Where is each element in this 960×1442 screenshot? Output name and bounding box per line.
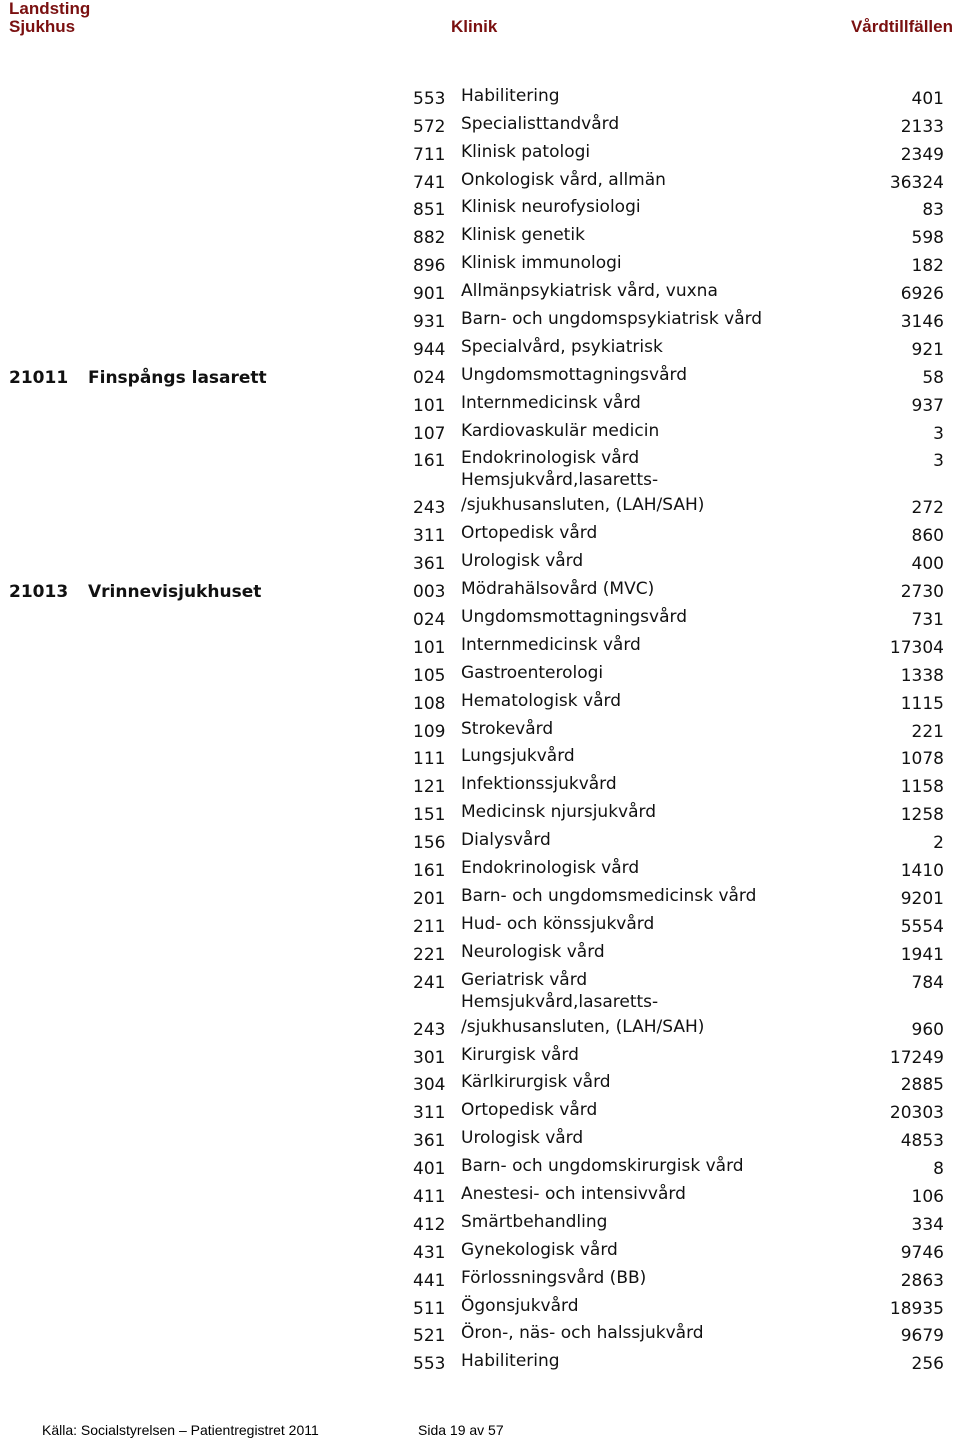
clinic-code: 107: [413, 423, 446, 444]
clinic-name: Endokrinologisk vård: [461, 448, 640, 469]
footer-page-number: Sida 19 av 57: [418, 1422, 504, 1438]
header-landsting: Landsting: [9, 0, 91, 18]
table-row: [0, 1182, 960, 1210]
clinic-name: Dialysvård: [461, 830, 551, 851]
table-row: [0, 521, 960, 549]
clinic-code: 441: [413, 1270, 446, 1291]
vardtillfallen-count: 400: [911, 554, 944, 575]
vardtillfallen-count: 921: [911, 339, 944, 360]
table-row: [0, 940, 960, 968]
clinic-name: Förlossningsvård (BB): [461, 1267, 647, 1288]
vardtillfallen-count: 4853: [900, 1131, 944, 1152]
clinic-code: 944: [413, 339, 446, 360]
clinic-name: Barn- och ungdomsmedicinsk vård: [461, 885, 757, 906]
table-row: [0, 307, 960, 335]
clinic-code: 211: [413, 916, 446, 937]
table-row: [0, 912, 960, 940]
clinic-code: 156: [413, 833, 446, 854]
table-row: [0, 1210, 960, 1238]
clinic-name: Smärtbehandling: [461, 1211, 608, 1232]
table-row: [0, 1071, 960, 1099]
clinic-name: Geriatrisk vård: [461, 969, 588, 990]
vardtillfallen-count: 334: [911, 1214, 944, 1235]
clinic-code: 101: [413, 637, 446, 658]
landsting-id: 21013: [9, 582, 69, 603]
clinic-code: 161: [413, 451, 446, 472]
vardtillfallen-count: 83: [922, 200, 944, 221]
clinic-code: 111: [413, 749, 446, 770]
clinic-name-line-2: /sjukhusansluten, (LAH/SAH): [461, 1016, 705, 1037]
vardtillfallen-count: 106: [911, 1186, 944, 1207]
column-header: [0, 0, 960, 38]
clinic-code: 304: [413, 1075, 446, 1096]
vardtillfallen-count: 960: [911, 1019, 944, 1040]
table-row: [0, 112, 960, 140]
vardtillfallen-count: 2730: [900, 582, 944, 603]
clinic-code: 243: [413, 1019, 446, 1040]
clinic-code: 931: [413, 312, 446, 333]
table-row: [0, 1349, 960, 1377]
clinic-name: Anestesi- och intensivvård: [461, 1183, 686, 1204]
vardtillfallen-count: 272: [911, 498, 944, 519]
clinic-name-line-2: /sjukhusansluten, (LAH/SAH): [461, 495, 705, 516]
clinic-code: 882: [413, 228, 446, 249]
table-row: [0, 689, 960, 717]
table-row: [0, 577, 960, 605]
vardtillfallen-count: 3146: [900, 312, 944, 333]
vardtillfallen-count: 9679: [900, 1326, 944, 1347]
clinic-name: Ortopedisk vård: [461, 1100, 598, 1121]
clinic-code: 521: [413, 1326, 446, 1347]
clinic-code: 201: [413, 888, 446, 909]
clinic-name: Habilitering: [461, 1351, 560, 1372]
clinic-name: Strokevård: [461, 718, 554, 739]
clinic-name: Ortopedisk vård: [461, 523, 598, 544]
clinic-code: 221: [413, 944, 446, 965]
table-row: [0, 856, 960, 884]
vardtillfallen-count: 9201: [900, 888, 944, 909]
vardtillfallen-count: 8: [933, 1159, 944, 1180]
vardtillfallen-count: 17304: [889, 637, 944, 658]
clinic-name: Klinisk neurofysiologi: [461, 197, 641, 218]
clinic-code: 161: [413, 861, 446, 882]
clinic-name: Onkologisk vård, allmän: [461, 169, 666, 190]
clinic-name: Infektionssjukvård: [461, 774, 617, 795]
clinic-code: 901: [413, 284, 446, 305]
clinic-name: Urologisk vård: [461, 551, 584, 572]
clinic-code: 003: [413, 582, 446, 603]
table-row: [0, 800, 960, 828]
vardtillfallen-count: 182: [911, 256, 944, 277]
clinic-name: Ungdomsmottagningsvård: [461, 364, 687, 385]
vardtillfallen-count: 860: [911, 526, 944, 547]
vardtillfallen-count: 20303: [889, 1103, 944, 1124]
table-row: [0, 1154, 960, 1182]
vardtillfallen-count: 1115: [900, 693, 944, 714]
vardtillfallen-count: 2885: [900, 1075, 944, 1096]
clinic-name: Allmänpsykiatrisk vård, vuxna: [461, 281, 718, 302]
table-row: [0, 1266, 960, 1294]
table-row: [0, 1322, 960, 1350]
clinic-code: 851: [413, 200, 446, 221]
clinic-name: Internmedicinsk vård: [461, 392, 641, 413]
clinic-name: Hematologisk vård: [461, 690, 621, 711]
vardtillfallen-count: 58: [922, 367, 944, 388]
clinic-name: Klinisk immunologi: [461, 253, 622, 274]
table-row: [0, 335, 960, 363]
table-row: [0, 391, 960, 419]
clinic-name: Urologisk vård: [461, 1128, 584, 1149]
vardtillfallen-count: 937: [911, 395, 944, 416]
clinic-name: Öron-, näs- och halssjukvård: [461, 1323, 704, 1344]
clinic-name: [461, 990, 704, 1040]
vardtillfallen-count: 9746: [900, 1242, 944, 1263]
clinic-code: 311: [413, 526, 446, 547]
clinic-name: Kärlkirurgisk vård: [461, 1072, 611, 1093]
clinic-name: Specialisttandvård: [461, 113, 620, 134]
clinic-name: Hud- och könssjukvård: [461, 913, 655, 934]
table-row: [0, 661, 960, 689]
hospital-name: Finspångs lasarett: [88, 367, 267, 388]
page-footer: [0, 1420, 960, 1442]
vardtillfallen-count: 3: [933, 423, 944, 444]
clinic-code: 121: [413, 777, 446, 798]
vardtillfallen-count: 36324: [889, 172, 944, 193]
clinic-name-line-1: Hemsjukvård,lasaretts-: [461, 991, 659, 1012]
clinic-code: 412: [413, 1214, 446, 1235]
vardtillfallen-count: 6926: [900, 284, 944, 305]
table-row: [0, 251, 960, 279]
table-row: [0, 363, 960, 391]
clinic-code: 024: [413, 367, 446, 388]
clinic-code: 151: [413, 805, 446, 826]
footer-source: Källa: Socialstyrelsen – Patientregistret 2011: [42, 1422, 319, 1438]
vardtillfallen-count: 401: [911, 88, 944, 109]
vardtillfallen-count: 2133: [900, 116, 944, 137]
header-sjukhus: Sjukhus: [9, 17, 76, 36]
vardtillfallen-count: 1410: [900, 861, 944, 882]
clinic-name: Lungsjukvård: [461, 746, 575, 767]
clinic-code: 109: [413, 721, 446, 742]
table-row: [0, 419, 960, 447]
clinic-name-line-1: Hemsjukvård,lasaretts-: [461, 470, 659, 491]
header-vardtillfallen: Vårdtillfällen: [850, 17, 953, 36]
table-row: [0, 1238, 960, 1266]
table-row: [0, 828, 960, 856]
table-row: [0, 84, 960, 112]
hospital-name: Vrinnevisjukhuset: [88, 582, 262, 603]
clinic-code: 243: [413, 498, 446, 519]
vardtillfallen-count: 1338: [900, 665, 944, 686]
table-row: [0, 1294, 960, 1322]
clinic-code: 572: [413, 116, 446, 137]
clinic-code: 553: [413, 88, 446, 109]
vardtillfallen-count: 598: [911, 228, 944, 249]
clinic-code: 431: [413, 1242, 446, 1263]
data-table: [0, 84, 960, 1377]
vardtillfallen-count: 1258: [900, 805, 944, 826]
table-row: [0, 223, 960, 251]
table-row: [0, 772, 960, 800]
vardtillfallen-count: 2: [933, 833, 944, 854]
clinic-code: 101: [413, 395, 446, 416]
table-row: [0, 1043, 960, 1071]
vardtillfallen-count: 2349: [900, 144, 944, 165]
clinic-name: Specialvård, psykiatrisk: [461, 336, 663, 357]
vardtillfallen-count: 5554: [900, 916, 944, 937]
table-row: [0, 884, 960, 912]
clinic-name: Medicinsk njursjukvård: [461, 802, 657, 823]
clinic-code: 711: [413, 144, 446, 165]
clinic-name: Neurologisk vård: [461, 941, 605, 962]
table-row: [0, 745, 960, 773]
clinic-code: 241: [413, 972, 446, 993]
vardtillfallen-count: 784: [911, 972, 944, 993]
clinic-code: 553: [413, 1354, 446, 1375]
vardtillfallen-count: 1158: [900, 777, 944, 798]
clinic-name: Gynekologisk vård: [461, 1239, 618, 1260]
vardtillfallen-count: 17249: [889, 1047, 944, 1068]
clinic-name: Kardiovaskulär medicin: [461, 420, 660, 441]
vardtillfallen-count: 2863: [900, 1270, 944, 1291]
table-row: [0, 1098, 960, 1126]
clinic-name: Klinisk patologi: [461, 141, 591, 162]
clinic-code: 361: [413, 554, 446, 575]
clinic-code: 411: [413, 1186, 446, 1207]
table-row: [0, 549, 960, 577]
table-row: [0, 279, 960, 307]
table-row: [0, 991, 960, 1043]
table-row: [0, 605, 960, 633]
table-row: [0, 717, 960, 745]
vardtillfallen-count: 221: [911, 721, 944, 742]
vardtillfallen-count: 256: [911, 1354, 944, 1375]
clinic-code: 896: [413, 256, 446, 277]
clinic-name: Endokrinologisk vård: [461, 858, 640, 879]
clinic-code: 108: [413, 693, 446, 714]
clinic-code: 301: [413, 1047, 446, 1068]
vardtillfallen-count: 3: [933, 451, 944, 472]
clinic-code: 741: [413, 172, 446, 193]
landsting-id: 21011: [9, 367, 69, 388]
clinic-name: Ungdomsmottagningsvård: [461, 607, 687, 628]
clinic-code: 311: [413, 1103, 446, 1124]
table-row: [0, 470, 960, 521]
clinic-name: [461, 468, 704, 518]
clinic-code: 024: [413, 610, 446, 631]
clinic-code: 361: [413, 1131, 446, 1152]
table-row: [0, 196, 960, 224]
clinic-name: Internmedicinsk vård: [461, 634, 641, 655]
table-row: [0, 140, 960, 168]
clinic-name: Ögonsjukvård: [461, 1295, 579, 1316]
table-row: [0, 633, 960, 661]
table-row: [0, 168, 960, 196]
clinic-name: Kirurgisk vård: [461, 1044, 579, 1065]
clinic-name: Gastroenterologi: [461, 662, 604, 683]
clinic-name: Klinisk genetik: [461, 225, 585, 246]
vardtillfallen-count: 1078: [900, 749, 944, 770]
vardtillfallen-count: 1941: [900, 944, 944, 965]
clinic-name: Habilitering: [461, 85, 560, 106]
table-row: [0, 1126, 960, 1154]
vardtillfallen-count: 731: [911, 610, 944, 631]
clinic-code: 511: [413, 1298, 446, 1319]
clinic-name: Barn- och ungdomspsykiatrisk vård: [461, 309, 763, 330]
vardtillfallen-count: 18935: [889, 1298, 944, 1319]
clinic-name: Barn- och ungdomskirurgisk vård: [461, 1156, 744, 1177]
header-klinik: Klinik: [451, 17, 498, 36]
clinic-code: 401: [413, 1159, 446, 1180]
clinic-name: Mödrahälsovård (MVC): [461, 579, 655, 600]
clinic-code: 105: [413, 665, 446, 686]
